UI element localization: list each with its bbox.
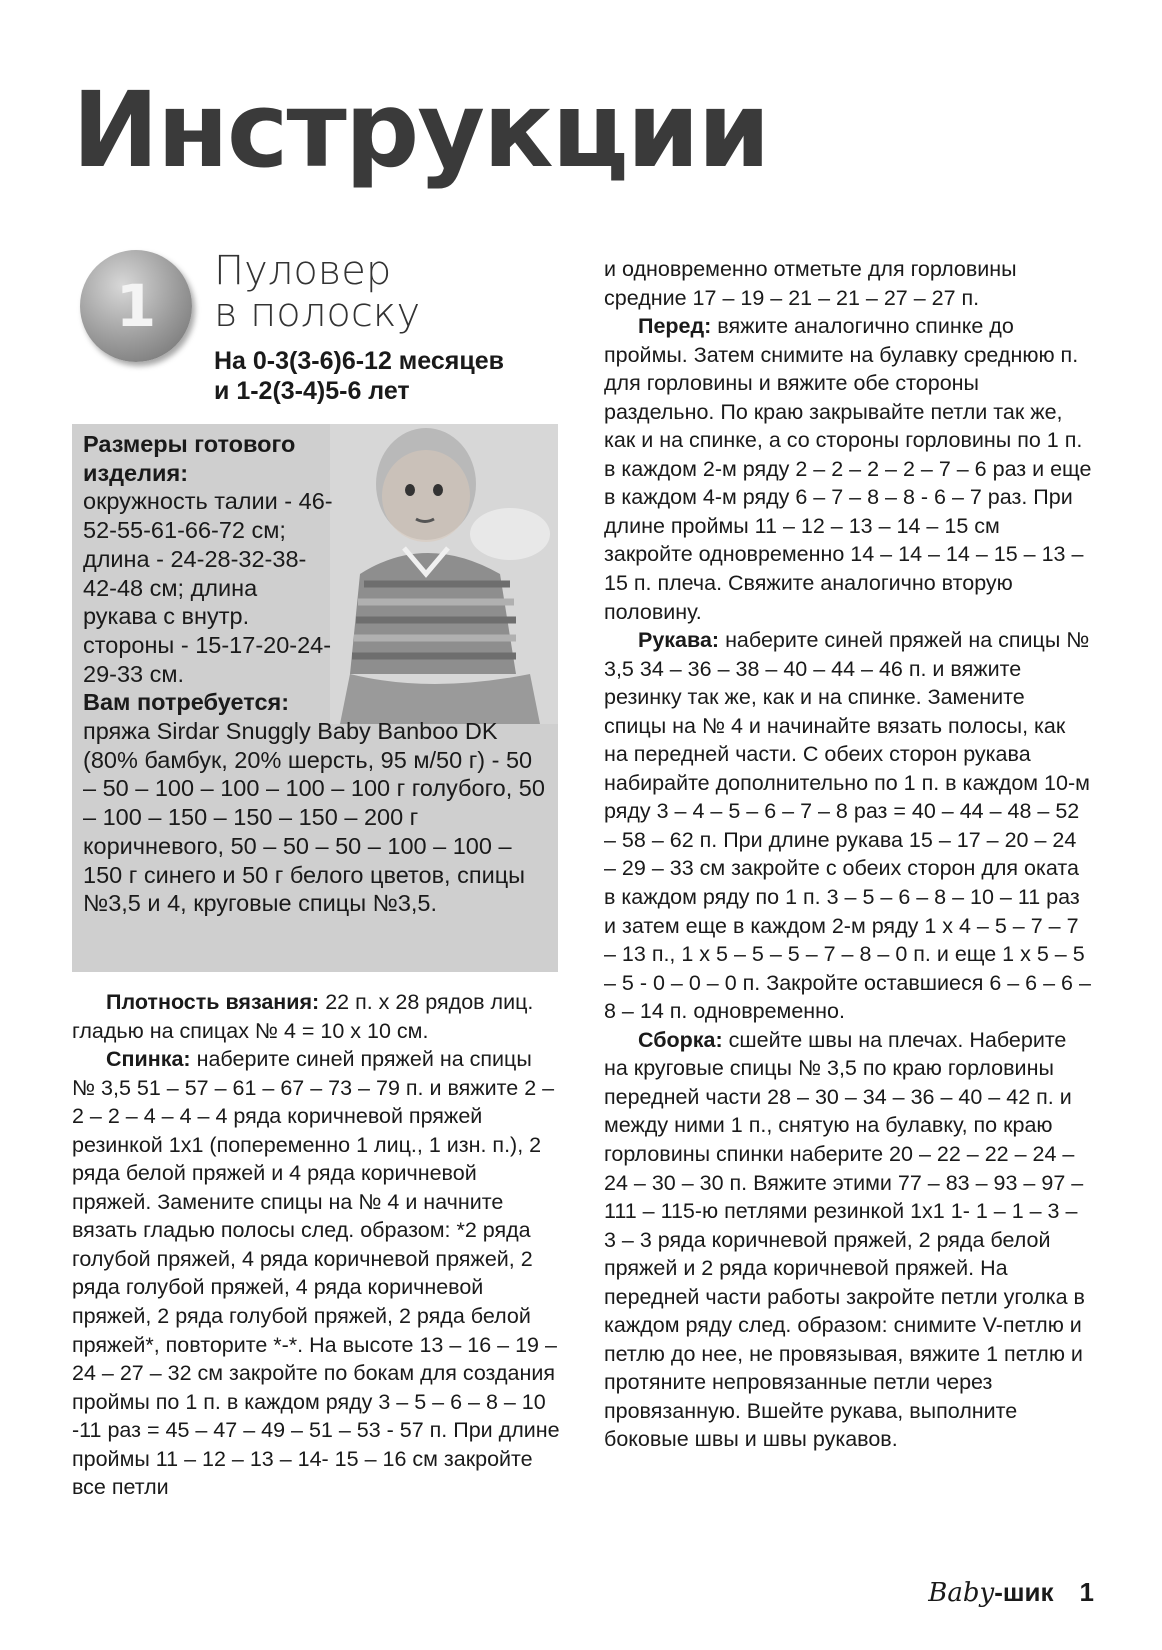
left-column — [72, 988, 560, 1502]
info-box-text — [83, 430, 551, 918]
page-footer — [928, 1577, 1094, 1608]
back-label: Спинка: — [106, 1047, 191, 1072]
pattern-number: 1 — [115, 272, 157, 340]
sizes-heading: Размеры готового изделия: — [83, 431, 296, 486]
assembly-text: сшейте швы на плечах. Наберите на круговые спицы № 3,5 по краю горловины передней части 28 – 30 – 34 – 36 – 40 – 42 п. и между ними 1 п., снятую на булавку, по краю горловины спинки наберите 20 – 22 – 22 – 24 – 24 – 30 – 30 п. Вяжите этими 77 – 83 – 93 – 97 – 111 – 115-ю петлями резинкой 1х1 1- 1 – 1 – 3 – 3 – 3 ряда коричневой пряжей, 2 ряда белой пряжей и 2 ряда коричневой пряжей. На передней части работы закройте петли уголка в каждом ряду след. образом: снимите V-петлю и петлю до нее, не провязывая, вяжите 1 петлю и протяните непровязанные петли через провязанную. Вшейте рукава, выполните боковые швы и швы рукавов. — [604, 1027, 1085, 1452]
product-title — [214, 250, 554, 334]
page-number: 1 — [1079, 1577, 1094, 1607]
front-paragraph — [604, 312, 1092, 626]
gauge-text: 22 п. х 28 рядов лиц. гладью на спицах № 4 = 10 х 10 см. — [72, 990, 534, 1043]
age-sizes — [214, 346, 594, 406]
assembly-paragraph — [604, 1026, 1092, 1454]
assembly-label: Сборка: — [638, 1027, 723, 1052]
sizes-text: окружность талии - 46-52-55-61-66-72 см; длина - 24-28-32-38-42-48 см; длина рукава с внутр. стороны - 15-17-20-24-29-33 см. — [83, 488, 333, 687]
pattern-number-badge — [80, 250, 192, 362]
sleeves-label: Рукава: — [638, 628, 720, 653]
brand-script: Baby — [928, 1578, 995, 1608]
back-text: наберите синей пряжей на спицы № 3,5 51 – 57 – 61 – 67 – 73 – 79 п. и вяжите 2 – 2 – 2 – 4 – 4 – 4 ряда коричневой пряжей резинкой 1х1 (попеременно 1 лиц., 1 изн. п.), 2 ряда белой пряжей и 4 ряда коричневой пряжей. Замените спицы на № 4 и начните вязать гладью полосы след. образом: *2 ряда голубой пряжей, 4 ряда коричневой пряжей, 2 ряда голубой пряжей, 4 ряда коричневой пряжей, 2 ряда голубой пряжей, 2 ряда белой пряжей*, повторите *-*. На высоте 13 – 16 – 19 – 24 – 27 – 32 см закройте по бокам для создания проймы по 1 п. в каждом ряду 3 – 5 – 6 – 8 – 10 -11 раз = 45 – 47 – 49 – 51 – 53 - 57 п. При длине проймы 11 – 12 – 13 – 14- 15 – 16 см закройте все петли — [72, 1047, 560, 1500]
gauge-label: Плотность вязания: — [106, 990, 320, 1014]
right-column — [604, 255, 1092, 1454]
magazine-brand — [928, 1577, 1053, 1608]
age-sizes-line2: и 1-2(3-4)5-6 лет — [214, 377, 410, 405]
needs-text: пряжа Sirdar Snuggly Baby Banboo DK (80% бамбук, 20% шерсть, 95 м/50 г) - 50 – 50 – 100 – 100 – 100 – 100 г голубого, 50 – 100 – 150 – 150 – 150 – 200 г коричневого, 50 – 50 – 50 – 100 – 100 – 150 г синего и 50 г белого цветов, спицы №3,5 и 4, круговые спицы №3,5. — [83, 718, 545, 917]
sleeves-paragraph — [604, 626, 1092, 1026]
product-title-line2: в полоску — [214, 290, 421, 336]
front-label: Перед: — [638, 314, 712, 339]
sleeves-text: наберите синей пряжей на спицы № 3,5 34 – 36 – 38 – 40 – 44 – 46 п. и вяжите резинку так же, как и на спинке. Замените спицы на № 4 и начинайте вязать полосы, как на передней части. С обеих сторон рукава набирайте дополнительно по 1 п. в каждом 10-м ряду 3 – 4 – 5 – 6 – 7 – 8 раз = 40 – 44 – 48 – 52 – 58 – 62 п. При длине рукава 15 – 17 – 20 – 24 – 29 – 33 см закройте с обеих сторон для оката в каждом ряду по 1 п. 3 – 5 – 6 – 8 – 10 – 11 раз и затем еще в каждом 2-м ряду 1 х 4 – 5 – 7 – 7 – 13 п., 1 х 5 – 5 – 5 – 7 – 8 – 0 п. и еще 1 х 5 – 5 – 5 - 0 – 0 – 0 п. Закройте оставшиеся 6 – 6 – 6 – 8 – 14 п. одновременно. — [604, 628, 1091, 1024]
front-text: вяжите аналогично спинке до проймы. Затем снимите на булавку среднюю п. для горловины и вяжите обе стороны раздельно. По краю закрывайте петли так же, как и на спинке, а со стороны горловины по 1 п. в каждом 2-м ряду 2 – 2 – 2 – 2 – 7 – 6 раз и еще в каждом 4-м ряду 6 – 7 – 8 – 8 - 6 – 7 раз. При длине проймы 11 – 12 – 13 – 14 – 15 см закройте одновременно 14 – 14 – 14 – 15 – 13 – 15 п. плеча. Свяжите аналогично вторую половину. — [604, 314, 1092, 624]
brand-suffix: -шик — [994, 1577, 1054, 1607]
needs-heading: Вам потребуется: — [83, 689, 290, 716]
product-title-line1: Пуловер — [214, 248, 392, 294]
continuation-paragraph: и одновременно отметьте для горловины средние 17 – 19 – 21 – 21 – 27 – 27 п. — [604, 257, 1017, 310]
gauge-paragraph — [72, 988, 560, 1045]
age-sizes-line1: На 0-3(3-6)6-12 месяцев — [214, 347, 505, 375]
page-title: Инструкции — [72, 69, 769, 191]
back-paragraph — [72, 1045, 560, 1502]
